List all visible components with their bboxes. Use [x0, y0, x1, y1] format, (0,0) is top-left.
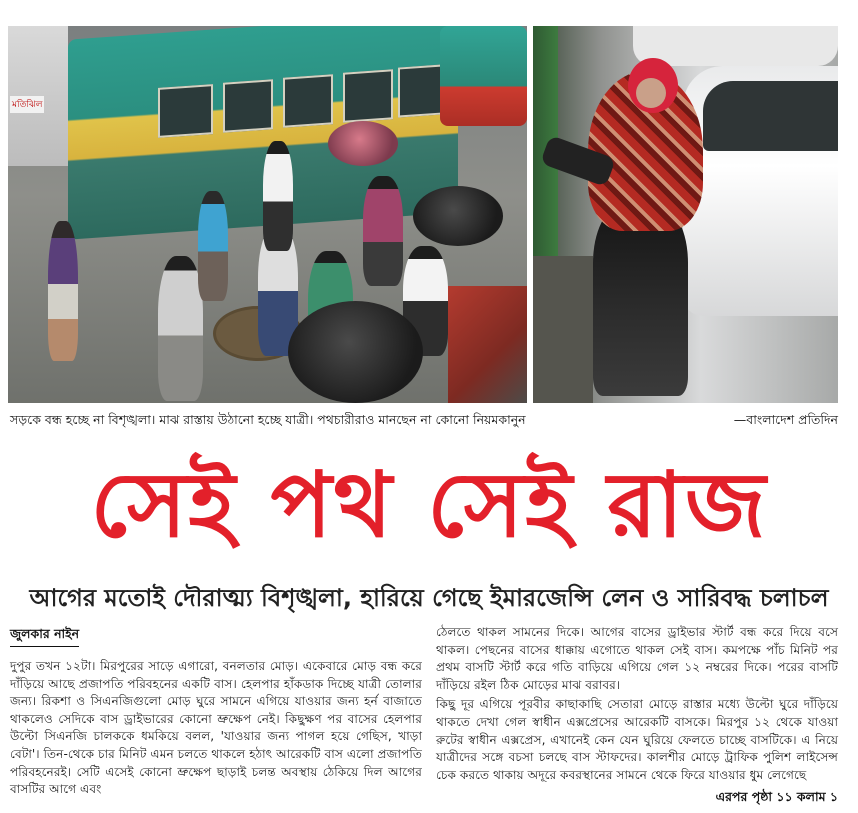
photo-caption [10, 410, 838, 430]
street-traffic-photo [8, 26, 527, 403]
pedestrian [263, 141, 293, 251]
rickshaw [448, 286, 527, 403]
woman-dress [593, 206, 688, 396]
bus-window [398, 64, 443, 117]
article-column-left [10, 658, 422, 808]
continuation-note: এরপর পৃষ্ঠা ১১ কলাম ১ [715, 789, 838, 804]
car-windshield [703, 81, 838, 151]
pedestrian [363, 176, 403, 286]
bus-right [440, 26, 527, 126]
bus-window [158, 84, 213, 138]
woman-face [636, 78, 666, 108]
umbrella [328, 121, 398, 166]
bus-window [223, 79, 273, 132]
umbrella [288, 301, 423, 403]
bus-left-edge [8, 26, 68, 166]
byline: জুলকার নাইন [10, 624, 79, 647]
curb [533, 256, 593, 403]
article-paragraph: ঠেলতে থাকল সামনের দিকে। আগের বাসের ড্রাইভার স্টার্ট বন্ধ করে দিয়ে বসে থাকল। পেছনের বাসের ধাক্কায় এগোতে থাকল সেই বাস। কমপক্ষে পাঁচ মিনিট পর প্রথম বাসটি স্টার্ট করে গতি বাড়িয়ে এগিয়ে গেল ১২ নম্বরের দিকে। পরের বাসটি দাঁড়িয়ে রইল ঠিক মোড়ের মাঝ বরাবর। [436, 625, 838, 692]
bus-route-sign: মতিঝিল [10, 96, 44, 113]
woman-crossing-photo [533, 26, 838, 403]
article-column-right [436, 624, 838, 808]
headline: সেই পথ সেই রাজ [90, 453, 768, 558]
bus-window [343, 69, 393, 122]
pedestrian [48, 221, 78, 361]
subheadline: আগের মতোই দৌরাত্ম্য বিশৃঙ্খলা, হারিয়ে গেছে ইমারজেন্সি লেন ও সারিবদ্ধ চলাচল [29, 584, 829, 612]
pedestrian [198, 191, 228, 301]
caption-text: সড়কে বন্ধ হচ্ছে না বিশৃঙ্খলা। মাঝ রাস্তায় উঠানো হচ্ছে যাত্রী। পথচারীরাও মানছেন না কোনো নিয়মকানুন [10, 412, 526, 427]
article-paragraph: কিছু দূর এগিয়ে পূরবীর কাছাকাছি সেতারা মোড়ে রাস্তার মধ্যে উল্টো ঘুরে দাঁড়িয়ে থাকতে দেখা গেল স্বাধীন এক্সপ্রেসের আরেকটি বাসকে। মিরপুর ১২ থেকে যাওয়া রুটের স্বাধীন এক্সপ্রেস, এখানেই কেন যেন ঘুরিয়ে ফেলতে চাচ্ছে বাসটিকে। এ নিয়ে যাত্রীদের সঙ্গে বচসা চলছে বাস স্টাফদের। কালশীর মোড়ে ট্রাফিক পুলিশ লাইসেন্স চেক করতে থাকায় অদূরে কবরস্থানের সামনে থেকে ফিরে যাওয়ার ধুম লেগেছে [436, 697, 838, 782]
bus-window [283, 74, 333, 127]
article-paragraph: দুপুর তখন ১২টা। মিরপুরের সাড়ে এগারো, বনলতার মোড়। একেবারে মোড় বন্ধ করে দাঁড়িয়ে আছে প্রজাপতি পরিবহনের একটি বাস। হেলপার হাঁকডাক দিচ্ছে যাত্রী তোলার জন্য। রিকশা ও সিএনজিগুলো মোড় ঘুরে সামনে এগিয়ে যাওয়ার জন্য হর্ন বাজাতে থাকলেও সেদিকে বাস ড্রাইভারের কোনো ভ্রুক্ষেপ নেই। কিছুক্ষণ পর বাসের হেলপার উল্টো সিএনজি চালককে ধমকিয়ে বলল, 'যাওয়ার জন্য পাগল হয়ে গেছিস, খাড়া বেটা'। তিন-থেকে চার মিনিট এমন চলতে থাকলে হঠাৎ আরেকটি বাস এলো প্রজাপতি পরিবহনেরই। সেটি এসেই কোনো ভ্রুক্ষেপ ছাড়াই চলন্ত অবস্থায় ঠেকিয়ে দিল আগের বাসটির আগে এবং [10, 659, 422, 797]
umbrella [413, 186, 503, 246]
pedestrian [158, 256, 203, 401]
photo-credit: —বাংলাদেশ প্রতিদিন [733, 412, 838, 427]
